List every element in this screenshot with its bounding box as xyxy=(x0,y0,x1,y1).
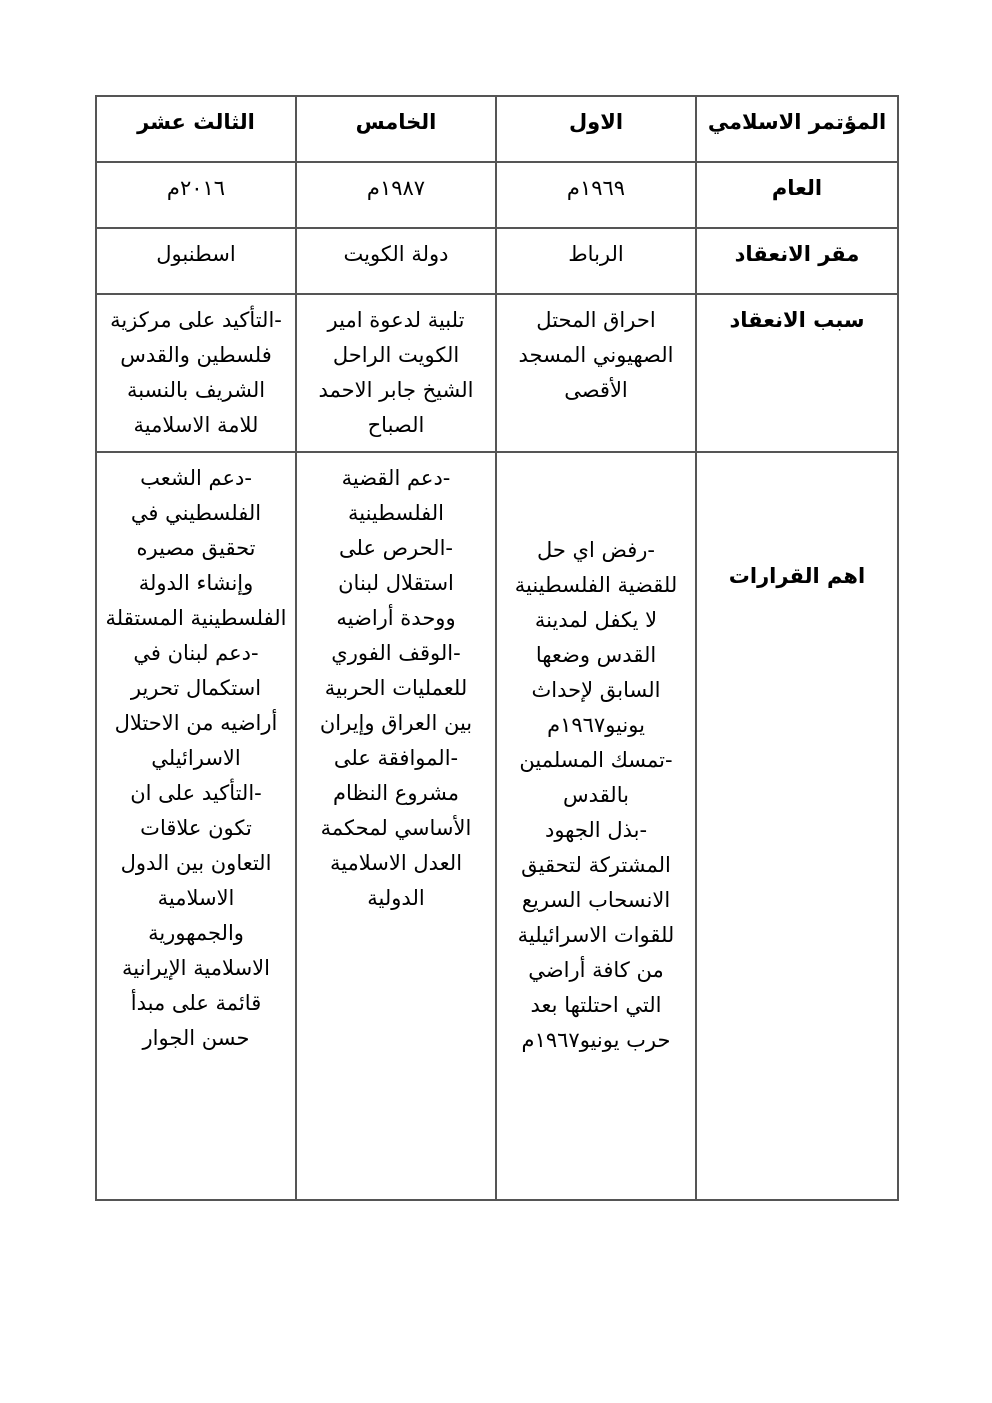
cell-text-line: -بذل الجهود xyxy=(544,817,648,842)
cell-text-line: أراضيه من الاحتلال xyxy=(114,711,278,735)
cell-text-line: للعمليات الحربية xyxy=(324,676,468,700)
venue-first: الرباط xyxy=(496,228,696,294)
row-label-decisions-text: اهم القرارات xyxy=(728,563,866,588)
cell-text-line: الصباح xyxy=(367,413,425,437)
cell-text-line: -الموافقة على xyxy=(333,746,459,770)
reason-thirteenth xyxy=(96,294,296,452)
cell-text-line: استكمال تحرير xyxy=(130,676,262,700)
cell-text-line: تحقيق مصيره xyxy=(136,536,256,560)
table-row-decisions xyxy=(96,452,898,1200)
cell-text-line: الكويت الراحل xyxy=(332,343,460,367)
decisions-fifth xyxy=(296,452,496,1200)
cell-text-line: الاسلامية الإيرانية xyxy=(122,956,270,980)
cell-text-line: الفلسطيني في xyxy=(130,501,262,525)
row-label-venue: مقر الانعقاد xyxy=(696,228,898,294)
cell-text-line: السابق لإحداث xyxy=(531,677,661,702)
cell-text-line: -التأكيد على مركزية xyxy=(110,308,282,332)
cell-text-line: الشيخ جابر الاحمد xyxy=(318,378,474,402)
year-thirteenth: ٢٠١٦م xyxy=(96,162,296,228)
venue-thirteenth: اسطنبول xyxy=(96,228,296,294)
cell-text-line: -رفض اي حل xyxy=(537,537,655,562)
cell-text-line: التي احتلتها بعد xyxy=(530,992,662,1017)
cell-text-line: الاسلامية xyxy=(157,886,235,910)
cell-text-line: استقلال لبنان xyxy=(338,571,454,595)
column-title-thirteenth: الثالث عشر xyxy=(96,96,296,162)
cell-text-line: بين العراق وإيران xyxy=(319,711,473,735)
cell-text-line: الصهيوني المسجد xyxy=(518,343,674,367)
row-label-decisions xyxy=(696,452,898,1200)
conferences-table xyxy=(95,95,899,1201)
row-label-year: العام xyxy=(696,162,898,228)
row-label-conference: المؤتمر الاسلامي xyxy=(696,96,898,162)
cell-text-line: -دعم القضية xyxy=(341,466,451,490)
cell-text-line: ووحدة أراضيه xyxy=(336,606,456,630)
cell-text-line: الانسحاب السريع xyxy=(521,887,671,912)
cell-text-line: الفلسطينية xyxy=(347,501,445,525)
column-title-fifth: الخامس xyxy=(296,96,496,162)
cell-text-line: قائمة على مبدأ xyxy=(130,991,262,1015)
cell-text-line: للقضية الفلسطينية xyxy=(514,572,678,597)
cell-text-line: تلبية لدعوة امير xyxy=(327,308,465,332)
cell-text-line: -التأكيد على ان xyxy=(130,781,262,805)
cell-text-line: العدل الاسلامية xyxy=(329,851,463,875)
cell-text-line: بالقدس xyxy=(563,782,629,807)
cell-text-line: -دعم لبنان في xyxy=(133,641,259,665)
cell-text-line: الشريف بالنسبة xyxy=(126,378,266,402)
table-row-reason xyxy=(96,294,898,452)
column-title-first: الاول xyxy=(496,96,696,162)
cell-text-line: مشروع النظام xyxy=(332,781,460,805)
cell-text-line: تكون علاقات xyxy=(140,816,252,840)
cell-text-line: للقوات الاسرائيلية xyxy=(517,922,675,947)
reason-first xyxy=(496,294,696,452)
cell-text-line: يونيو١٩٦٧م xyxy=(547,712,645,737)
venue-fifth: دولة الكويت xyxy=(296,228,496,294)
cell-text-line: -الحرص على xyxy=(338,536,453,560)
decisions-thirteenth xyxy=(96,452,296,1200)
cell-text-line: حسن الجوار xyxy=(142,1026,250,1050)
cell-text-line: الأقصى xyxy=(564,378,628,402)
cell-text-line: القدس وضعها xyxy=(535,642,657,667)
year-fifth: ١٩٨٧م xyxy=(296,162,496,228)
cell-text-line: -دعم الشعب xyxy=(140,466,252,490)
cell-text-line: الاسرائيلي xyxy=(151,746,241,770)
year-first: ١٩٦٩م xyxy=(496,162,696,228)
decisions-first xyxy=(496,452,696,1200)
cell-text-line: حرب يونيو١٩٦٧م xyxy=(521,1027,671,1052)
cell-text-line: فلسطين والقدس xyxy=(120,343,272,367)
cell-text-line: من كافة أراضي xyxy=(528,957,664,982)
reason-fifth xyxy=(296,294,496,452)
cell-text-line: الدولية xyxy=(367,886,425,910)
cell-text-line: احراق المحتل xyxy=(536,308,656,332)
cell-text-line: والجمهورية xyxy=(148,921,244,945)
table-row-venue xyxy=(96,228,898,294)
cell-text-line: وإنشاء الدولة xyxy=(138,571,254,595)
cell-text-line: التعاون بين الدول xyxy=(120,851,272,875)
cell-text-line: للامة الاسلامية xyxy=(133,413,259,437)
table-row-titles xyxy=(96,96,898,162)
cell-text-line: -تمسك المسلمين xyxy=(519,747,673,772)
cell-text-line: الأساسي لمحكمة xyxy=(320,816,472,840)
cell-text-line: -الوقف الفوري xyxy=(331,641,461,665)
cell-text-line: لا يكفل لمدينة xyxy=(534,607,658,632)
table-row-year xyxy=(96,162,898,228)
cell-text-line: المشتركة لتحقيق xyxy=(521,852,671,877)
cell-text-line: الفلسطينية المستقلة xyxy=(105,606,287,630)
row-label-reason: سبب الانعقاد xyxy=(696,294,898,452)
